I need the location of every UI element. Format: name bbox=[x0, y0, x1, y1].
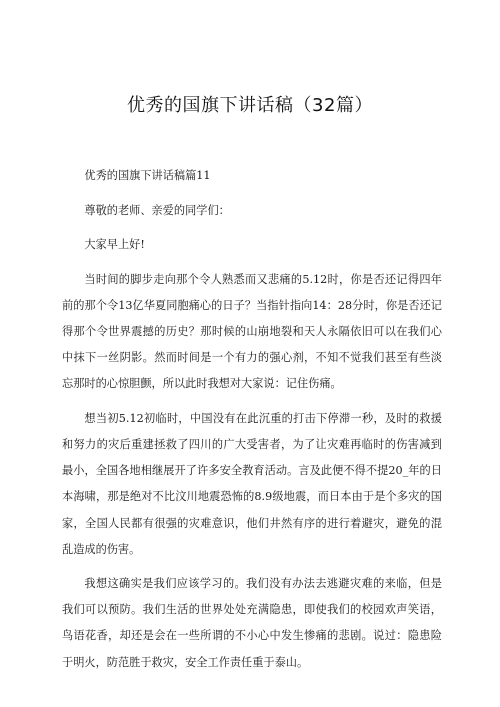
paragraph-1: 当时间的脚步走向那个令人熟悉而又悲痛的5.12时，你是否还记得四年前的那个令13亿华夏同胞痛心的日子？当指针指向14：28分时，你是否还记得那个令世界震撼的历史？那时候的山崩地裂和天人永隔依旧可以在我们心中抹下一丝阴影。然而时间是一个有力的强心剂，不知不觉我们甚至有些淡忘那时的心惊胆颤，所以此时我想对大家说：记住伤痛。 bbox=[62, 273, 442, 391]
speech-heading: 优秀的国旗下讲话稿篇11 bbox=[84, 169, 211, 182]
greeting: 大家早上好! bbox=[84, 238, 145, 252]
document-title: 优秀的国旗下讲话稿（32篇） bbox=[127, 95, 373, 116]
paragraph-2: 想当初5.12初临时，中国没有在此沉重的打击下停滞一秒，及时的救援和努力的灾后重建拯救了四川的广大受害者，为了让灾难再临时的伤害减到最小，全国各地相继展开了许多安全教育活动。言及此便不得不提20_年的日本海啸，那是绝对不比汶川地震恐怖的8.9级地震，而日本由于是个多灾的国家，全国人民都有很强的灾难意识，他们井然有序的进行着避灾，避免的混乱造成的伤害。 bbox=[62, 412, 442, 556]
document-body bbox=[62, 163, 442, 676]
paragraph-3: 我想这确实是我们应该学习的。我们没有办法去逃避灾难的来临，但是我们可以预防。我们生活的世界处处充满隐患，即使我们的校园欢声笑语，鸟语花香，却还是会在一些所谓的不小心中发生惨痛的悲剧。说过：隐患险于明火，防范胜于救灾，安全工作责任重于泰山。 bbox=[62, 577, 442, 669]
salutation: 尊敬的老师、亲爱的同学们： bbox=[84, 203, 230, 217]
